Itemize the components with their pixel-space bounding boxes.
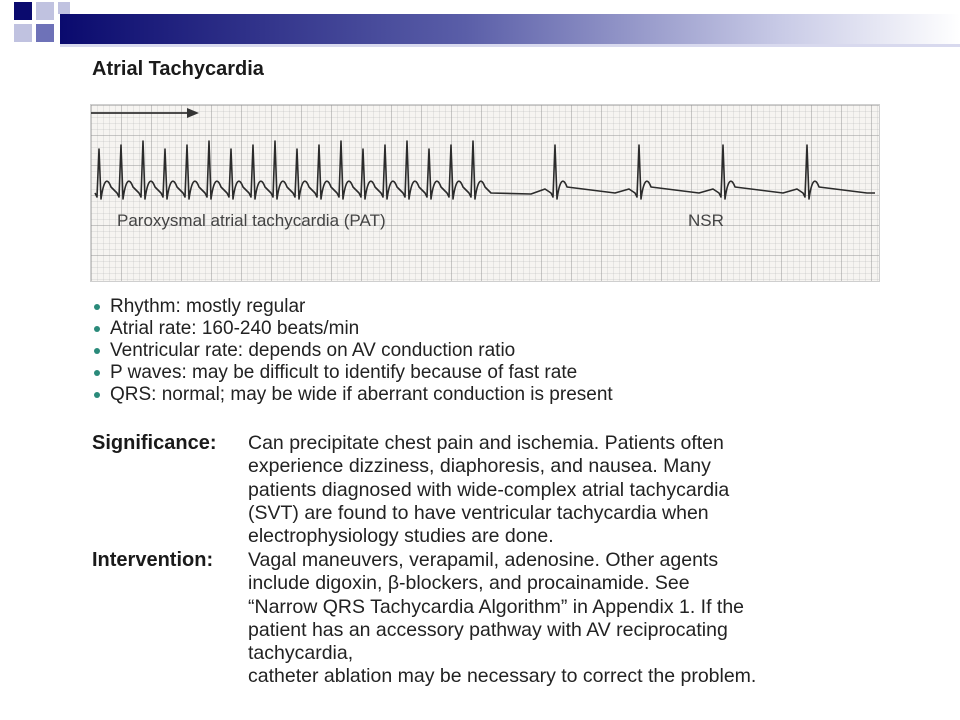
- header-square-small: [58, 2, 70, 14]
- significance-heading: Significance:: [92, 432, 217, 454]
- ecg-waveform: [95, 141, 875, 199]
- list-item: Atrial rate: 160-240 beats/min: [92, 318, 613, 340]
- bullet-icon: [94, 370, 100, 376]
- list-item: Ventricular rate: depends on AV conduction ratio: [92, 340, 613, 362]
- bullet-icon: [94, 348, 100, 354]
- ecg-strip: [90, 104, 880, 282]
- list-item: QRS: normal; may be wide if aberrant conduction is present: [92, 384, 613, 406]
- significance-text: Can precipitate chest pain and ischemia. Patients often experience dizziness, diaphoresis, and nausea. Many patients diagnosed with wide-complex atrial tachycardia (SVT) are found to have ventricular tachycardia when electrophysiology studies are done.: [248, 432, 730, 548]
- header-divider: [60, 44, 960, 47]
- ecg-trace: [91, 105, 879, 281]
- characteristics-list: [92, 296, 613, 406]
- list-item: Rhythm: mostly regular: [92, 296, 613, 318]
- header-square-mid: [36, 24, 54, 42]
- header-gradient-band: [60, 14, 960, 44]
- intervention-text: Vagal maneuvers, verapamil, adenosine. Other agents include digoxin, β-blockers, and procainamide. See “Narrow QRS Tachycardia Algorithm” in Appendix 1. If the patient has an accessory pathway with AV reciprocating tachycardia, catheter ablation may be necessary to correct the problem.: [248, 549, 757, 688]
- nsr-label: NSR: [688, 211, 724, 230]
- bullet-icon: [94, 392, 100, 398]
- bullet-icon: [94, 304, 100, 310]
- bullet-icon: [94, 326, 100, 332]
- list-item: P waves: may be difficult to identify because of fast rate: [92, 362, 613, 384]
- header-square-light: [14, 24, 32, 42]
- page-title: Atrial Tachycardia: [92, 58, 264, 80]
- intervention-heading: Intervention:: [92, 549, 214, 571]
- arrow-icon: [91, 105, 201, 121]
- header-square-light: [36, 2, 54, 20]
- pat-label: Paroxysmal atrial tachycardia (PAT): [117, 211, 386, 230]
- header-square-dark: [14, 2, 32, 20]
